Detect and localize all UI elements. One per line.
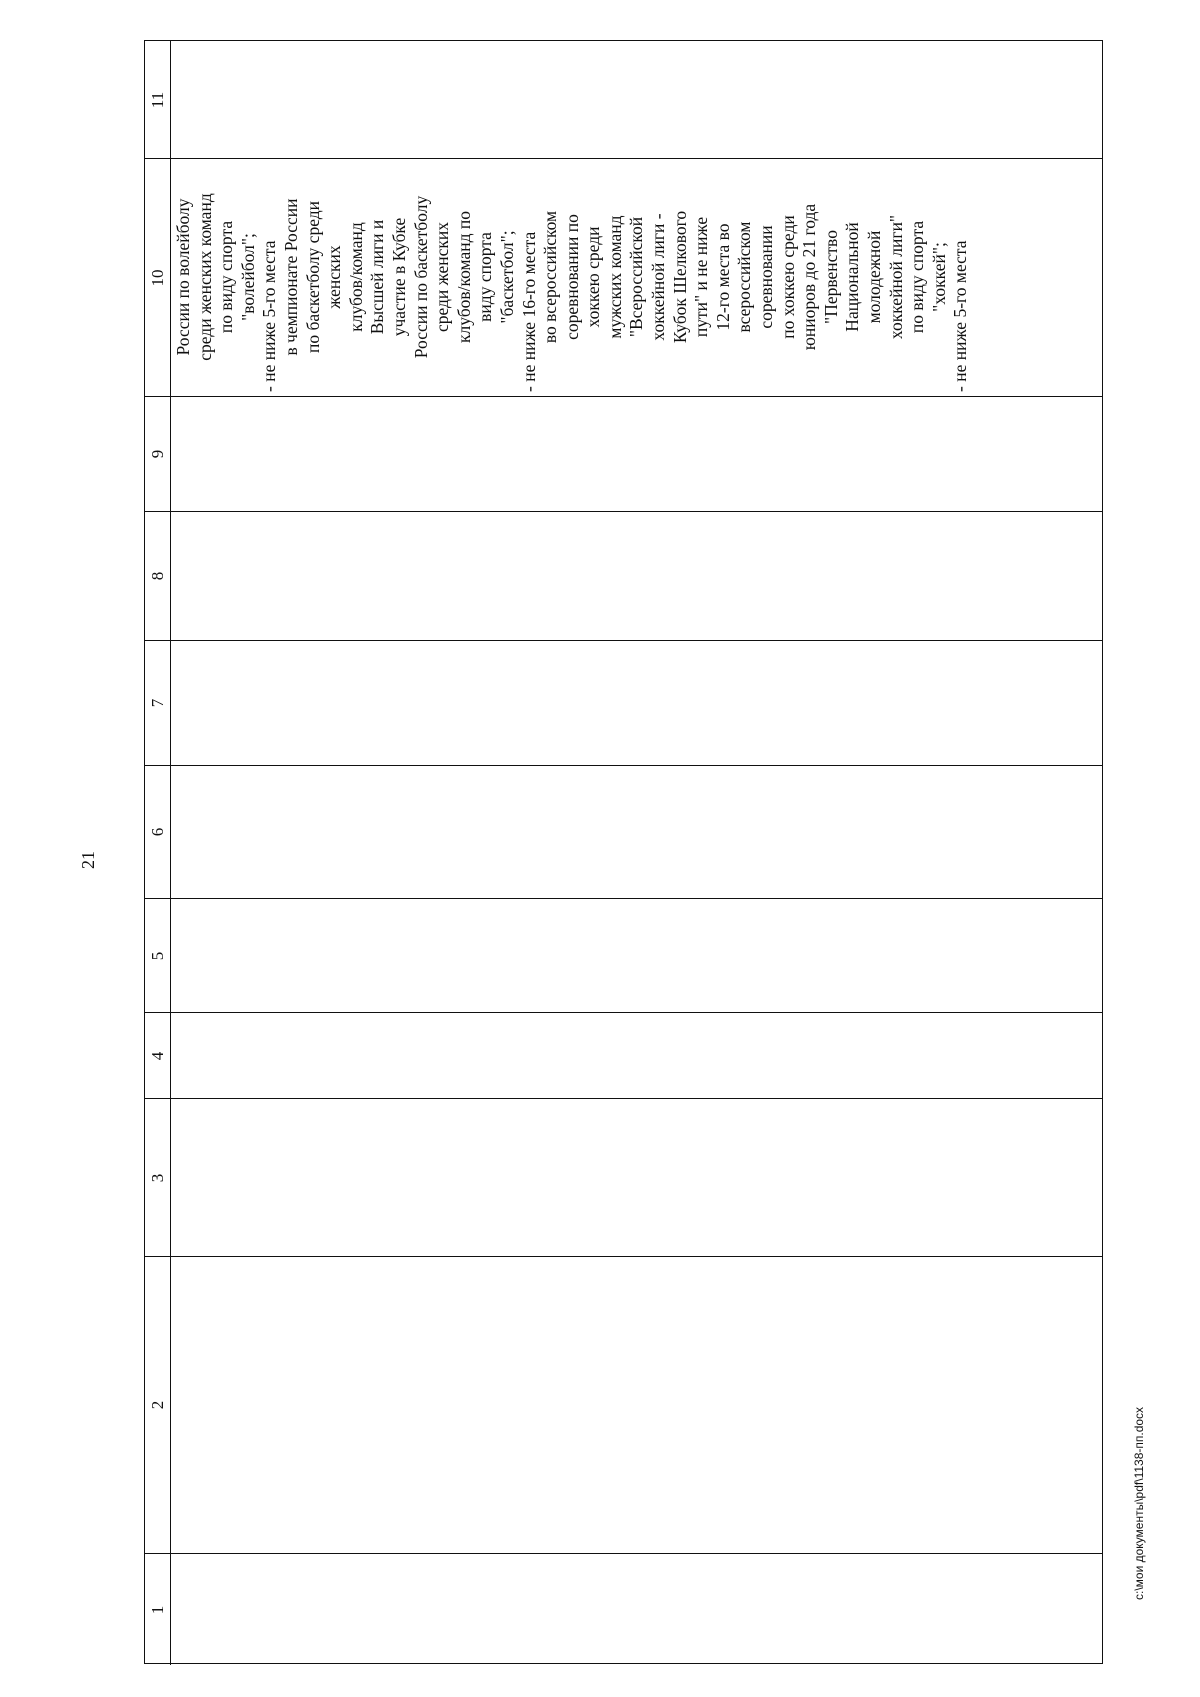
column-number: 5	[147, 951, 167, 960]
criteria-line: клубов/команд	[345, 222, 366, 332]
column-body	[171, 512, 1102, 640]
table-column-8	[145, 511, 1102, 640]
criteria-line: Высшей лиги и	[367, 219, 388, 335]
criteria-line: в чемпионате России	[280, 198, 301, 356]
criteria-line: соревновании	[756, 225, 777, 329]
column-header	[145, 1257, 171, 1553]
criteria-line: среди женских	[432, 221, 453, 333]
column-header	[145, 641, 171, 765]
criteria-line: - не ниже 5-го места	[950, 240, 971, 392]
criteria-line: хоккею среди	[583, 226, 604, 328]
criteria-line: хоккейной лиги"	[885, 214, 906, 340]
column-header	[145, 766, 171, 898]
table-column-3	[145, 1098, 1102, 1256]
column-header	[145, 899, 171, 1012]
criteria-line: по виду спорта	[216, 220, 237, 334]
column-number: 10	[147, 269, 167, 286]
column-header	[145, 1554, 171, 1665]
column-body	[171, 41, 1102, 158]
column-body	[171, 159, 1102, 396]
criteria-line: мужских команд	[604, 215, 625, 339]
column-body	[171, 1257, 1102, 1553]
column-number: 9	[147, 449, 167, 459]
criteria-line: участие в Кубке	[388, 217, 409, 337]
column-body	[171, 899, 1102, 1012]
criteria-line: среди женских команд	[194, 193, 215, 361]
criteria-line: Кубок Шелкового	[669, 210, 690, 344]
table-column-10	[145, 158, 1102, 396]
criteria-line: "баскетбол";	[496, 230, 517, 324]
criteria-line: России по баскетболу	[410, 195, 431, 359]
criteria-line: "Первенство	[820, 230, 841, 324]
criteria-line: хоккейной лиги -	[648, 213, 669, 341]
table-column-9	[145, 396, 1102, 511]
column-number: 1	[147, 1605, 167, 1614]
criteria-line: юниоров до 21 года	[799, 203, 820, 351]
criteria-line: - не ниже 16-го места	[518, 231, 539, 392]
column-number: 11	[147, 91, 167, 108]
criteria-line: клубов/команд по	[453, 210, 474, 344]
table-column-7	[145, 640, 1102, 765]
column-number: 3	[147, 1173, 167, 1182]
criteria-line: пути" и не ниже	[691, 216, 712, 338]
table-column-2	[145, 1256, 1102, 1553]
column-body	[171, 641, 1102, 765]
column-body	[171, 1099, 1102, 1256]
column-number: 2	[147, 1400, 167, 1410]
criteria-line: "Всероссийской	[626, 216, 647, 338]
column-body	[171, 397, 1102, 511]
column-body	[171, 1013, 1102, 1098]
column-body	[171, 1554, 1102, 1665]
criteria-line: женских	[324, 245, 345, 309]
criteria-line: виду спорта	[475, 232, 496, 322]
criteria-line: по виду спорта	[907, 220, 928, 334]
column-body	[171, 766, 1102, 898]
column-header	[145, 512, 171, 640]
column-number: 6	[147, 827, 167, 837]
criteria-line: во всероссийском	[540, 210, 561, 344]
table	[144, 40, 1103, 1664]
criteria-line: - не ниже 5-го места	[259, 240, 280, 392]
table-column-4	[145, 1012, 1102, 1098]
criteria-line: молодежной	[864, 230, 884, 324]
criteria-line: по баскетболу среди	[302, 201, 323, 354]
criteria-line: "хоккей";	[928, 242, 949, 312]
column-header	[145, 159, 171, 396]
criteria-line: всероссийском	[734, 221, 755, 333]
criteria-line: Национальной	[842, 222, 863, 332]
table-column-5	[145, 898, 1102, 1012]
table-column-11	[145, 41, 1102, 158]
column-number: 4	[147, 1051, 167, 1060]
criteria-text	[171, 158, 974, 396]
column-header	[145, 41, 171, 158]
table-column-6	[145, 765, 1102, 898]
criteria-line: "волейбол";	[237, 233, 258, 321]
page-number	[68, 840, 108, 880]
criteria-line: соревновании по	[561, 214, 582, 340]
column-header	[145, 1013, 171, 1098]
page-number-text: 21	[77, 851, 98, 869]
column-header	[145, 397, 171, 511]
column-number: 8	[147, 571, 167, 581]
criteria-line: 12-го места во	[712, 223, 733, 331]
table-column-1	[145, 1553, 1102, 1665]
column-number: 7	[147, 698, 167, 708]
column-header	[145, 1099, 171, 1256]
criteria-line: России по волейболу	[173, 198, 193, 356]
file-path-footer: c:\мои документы\pdf\1138-пп.docx	[1132, 1406, 1146, 1600]
criteria-line: по хоккею среди	[777, 215, 798, 339]
